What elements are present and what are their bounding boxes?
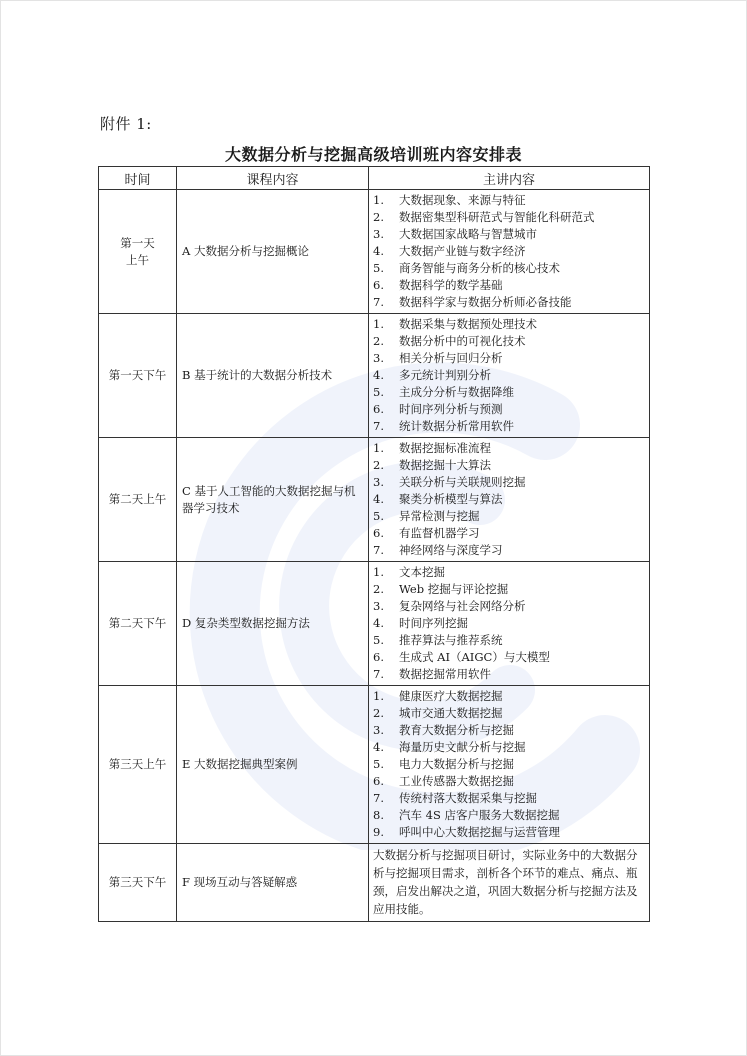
item-text: 有监督机器学习 xyxy=(399,526,480,540)
row-content xyxy=(369,562,650,686)
item-text: 时间序列分析与预测 xyxy=(399,402,503,416)
item-text: 传统村落大数据采集与挖掘 xyxy=(399,791,537,805)
table-row xyxy=(99,686,650,844)
item-number: 6. xyxy=(373,650,384,664)
list-item xyxy=(373,491,645,508)
item-number: 9. xyxy=(373,825,384,839)
time-text: 第一天 上午 xyxy=(120,235,155,267)
item-text: 大数据现象、来源与特征 xyxy=(399,193,526,207)
item-text: 时间序列挖掘 xyxy=(399,616,468,630)
list-item xyxy=(373,294,645,311)
list-item xyxy=(373,209,645,226)
list-item xyxy=(373,316,645,333)
item-number: 6. xyxy=(373,774,384,788)
item-text: 生成式 AI（AIGC）与大模型 xyxy=(399,650,550,664)
item-number: 3. xyxy=(373,475,384,489)
list-item xyxy=(373,350,645,367)
item-text: 商务智能与商务分析的核心技术 xyxy=(399,261,560,275)
table-row xyxy=(99,438,650,562)
header-time: 时间 xyxy=(99,167,177,190)
list-item xyxy=(373,418,645,435)
list-item xyxy=(373,226,645,243)
table-row xyxy=(99,844,650,922)
item-text: 数据挖掘常用软件 xyxy=(399,667,491,681)
list-item xyxy=(373,333,645,350)
item-text: 教育大数据分析与挖掘 xyxy=(399,723,514,737)
row-time xyxy=(99,438,177,562)
item-number: 5. xyxy=(373,509,384,523)
list-item xyxy=(373,367,645,384)
list-item xyxy=(373,457,645,474)
course-text: B 基于统计的大数据分析技术 xyxy=(182,368,333,382)
item-text: 数据挖掘十大算法 xyxy=(399,458,491,472)
item-number: 4. xyxy=(373,492,384,506)
list-item xyxy=(373,440,645,457)
item-number: 4. xyxy=(373,244,384,258)
item-text: 关联分析与关联规则挖掘 xyxy=(399,475,526,489)
list-item xyxy=(373,632,645,649)
item-number: 3. xyxy=(373,599,384,613)
item-text: 数据密集型科研范式与智能化科研范式 xyxy=(399,210,595,224)
list-item xyxy=(373,705,645,722)
item-number: 6. xyxy=(373,278,384,292)
document-title: 大数据分析与挖掘高级培训班内容安排表 xyxy=(224,145,522,164)
item-text: 数据分析中的可视化技术 xyxy=(399,334,526,348)
content-list xyxy=(373,314,645,437)
item-number: 1. xyxy=(373,689,384,703)
item-number: 2. xyxy=(373,334,384,348)
item-text: 大数据国家战略与智慧城市 xyxy=(399,227,537,241)
list-item xyxy=(373,790,645,807)
item-number: 5. xyxy=(373,261,384,275)
row-course xyxy=(177,686,369,844)
item-text: 数据采集与数据预处理技术 xyxy=(399,317,537,331)
time-text: 第二天上午 xyxy=(108,492,167,506)
table-row xyxy=(99,562,650,686)
item-text: 复杂网络与社会网络分析 xyxy=(399,599,526,613)
item-text: 统计数据分析常用软件 xyxy=(399,419,514,433)
item-text: 数据科学家与数据分析师必备技能 xyxy=(399,295,572,309)
content-list xyxy=(373,562,645,685)
list-item xyxy=(373,581,645,598)
content-list xyxy=(373,686,645,843)
list-item xyxy=(373,401,645,418)
course-text: D 复杂类型数据挖掘方法 xyxy=(182,616,310,630)
item-number: 2. xyxy=(373,458,384,472)
row-content xyxy=(369,190,650,314)
row-course xyxy=(177,314,369,438)
item-number: 1. xyxy=(373,317,384,331)
row-course xyxy=(177,190,369,314)
item-number: 4. xyxy=(373,740,384,754)
row-time xyxy=(99,314,177,438)
list-item xyxy=(373,688,645,705)
item-number: 7. xyxy=(373,419,384,433)
table-row xyxy=(99,314,650,438)
list-item xyxy=(373,525,645,542)
list-item xyxy=(373,722,645,739)
item-text: 城市交通大数据挖掘 xyxy=(399,706,503,720)
item-text: 推荐算法与推荐系统 xyxy=(399,633,503,647)
row-course xyxy=(177,562,369,686)
item-text: 汽车 4S 店客户服务大数据挖掘 xyxy=(399,808,560,822)
row-content xyxy=(369,686,650,844)
row-time xyxy=(99,190,177,314)
list-item xyxy=(373,243,645,260)
course-text: E 大数据挖掘典型案例 xyxy=(182,757,298,771)
item-text: 神经网络与深度学习 xyxy=(399,543,503,557)
item-number: 2. xyxy=(373,210,384,224)
time-text: 第二天下午 xyxy=(108,616,167,630)
course-text: C 基于人工智能的大数据挖掘与机器学习技术 xyxy=(182,483,356,515)
item-number: 1. xyxy=(373,441,384,455)
item-number: 7. xyxy=(373,295,384,309)
item-text: 聚类分析模型与算法 xyxy=(399,492,503,506)
item-number: 5. xyxy=(373,633,384,647)
item-number: 7. xyxy=(373,543,384,557)
time-text: 第一天下午 xyxy=(108,368,167,382)
item-number: 7. xyxy=(373,667,384,681)
list-item xyxy=(373,277,645,294)
course-text: A 大数据分析与挖掘概论 xyxy=(182,244,309,258)
row-time xyxy=(99,686,177,844)
table-row xyxy=(99,190,650,314)
list-item xyxy=(373,615,645,632)
header-course: 课程内容 xyxy=(177,167,369,190)
list-item xyxy=(373,739,645,756)
item-text: 电力大数据分析与挖掘 xyxy=(399,757,514,771)
item-number: 7. xyxy=(373,791,384,805)
item-text: 工业传感器大数据挖掘 xyxy=(399,774,514,788)
item-text: 异常检测与挖掘 xyxy=(399,509,480,523)
row-content xyxy=(369,438,650,562)
table-header-row xyxy=(99,167,650,190)
row-time xyxy=(99,562,177,686)
list-item xyxy=(373,508,645,525)
item-text: 文本挖掘 xyxy=(399,565,445,579)
item-number: 6. xyxy=(373,526,384,540)
list-item xyxy=(373,756,645,773)
item-number: 3. xyxy=(373,723,384,737)
list-item xyxy=(373,598,645,615)
list-item xyxy=(373,564,645,581)
item-text: 健康医疗大数据挖掘 xyxy=(399,689,503,703)
item-number: 8. xyxy=(373,808,384,822)
item-text: Web 挖掘与评论挖掘 xyxy=(399,582,509,596)
header-content: 主讲内容 xyxy=(369,167,650,190)
content-list xyxy=(373,438,645,561)
item-text: 海量历史文献分析与挖掘 xyxy=(399,740,526,754)
list-item xyxy=(373,666,645,683)
row-course xyxy=(177,438,369,562)
content-list xyxy=(373,190,645,313)
list-item xyxy=(373,649,645,666)
list-item xyxy=(373,807,645,824)
row-content xyxy=(369,844,650,922)
item-text: 主成分分析与数据降维 xyxy=(399,385,514,399)
attachment-label: 附件 1: xyxy=(100,115,152,133)
item-text: 多元统计判别分析 xyxy=(399,368,491,382)
item-text: 呼叫中心大数据挖掘与运营管理 xyxy=(399,825,560,839)
list-item xyxy=(373,260,645,277)
item-number: 4. xyxy=(373,368,384,382)
time-text: 第三天下午 xyxy=(108,875,167,889)
list-item xyxy=(373,384,645,401)
item-number: 1. xyxy=(373,565,384,579)
item-number: 2. xyxy=(373,706,384,720)
row-content xyxy=(369,314,650,438)
item-text: 相关分析与回归分析 xyxy=(399,351,503,365)
item-number: 5. xyxy=(373,385,384,399)
item-number: 2. xyxy=(373,582,384,596)
list-item xyxy=(373,192,645,209)
time-text: 第三天上午 xyxy=(108,757,167,771)
course-text: F 现场互动与答疑解惑 xyxy=(182,875,298,889)
item-number: 4. xyxy=(373,616,384,630)
list-item xyxy=(373,824,645,841)
item-text: 大数据产业链与数字经济 xyxy=(399,244,526,258)
item-number: 5. xyxy=(373,757,384,771)
content-paragraph: 大数据分析与挖掘项目研讨，实际业务中的大数据分析与挖掘项目需求，剖析各个环节的难点、痛点、瓶颈，启发出解决之道，巩固大数据分析与挖掘方法及应用技能。 xyxy=(373,848,638,916)
item-text: 数据挖掘标准流程 xyxy=(399,441,491,455)
item-number: 6. xyxy=(373,402,384,416)
item-text: 数据科学的数学基础 xyxy=(399,278,503,292)
row-time xyxy=(99,844,177,922)
list-item xyxy=(373,542,645,559)
item-number: 3. xyxy=(373,227,384,241)
list-item xyxy=(373,773,645,790)
schedule-table xyxy=(98,166,650,922)
item-number: 3. xyxy=(373,351,384,365)
item-number: 1. xyxy=(373,193,384,207)
row-course xyxy=(177,844,369,922)
list-item xyxy=(373,474,645,491)
